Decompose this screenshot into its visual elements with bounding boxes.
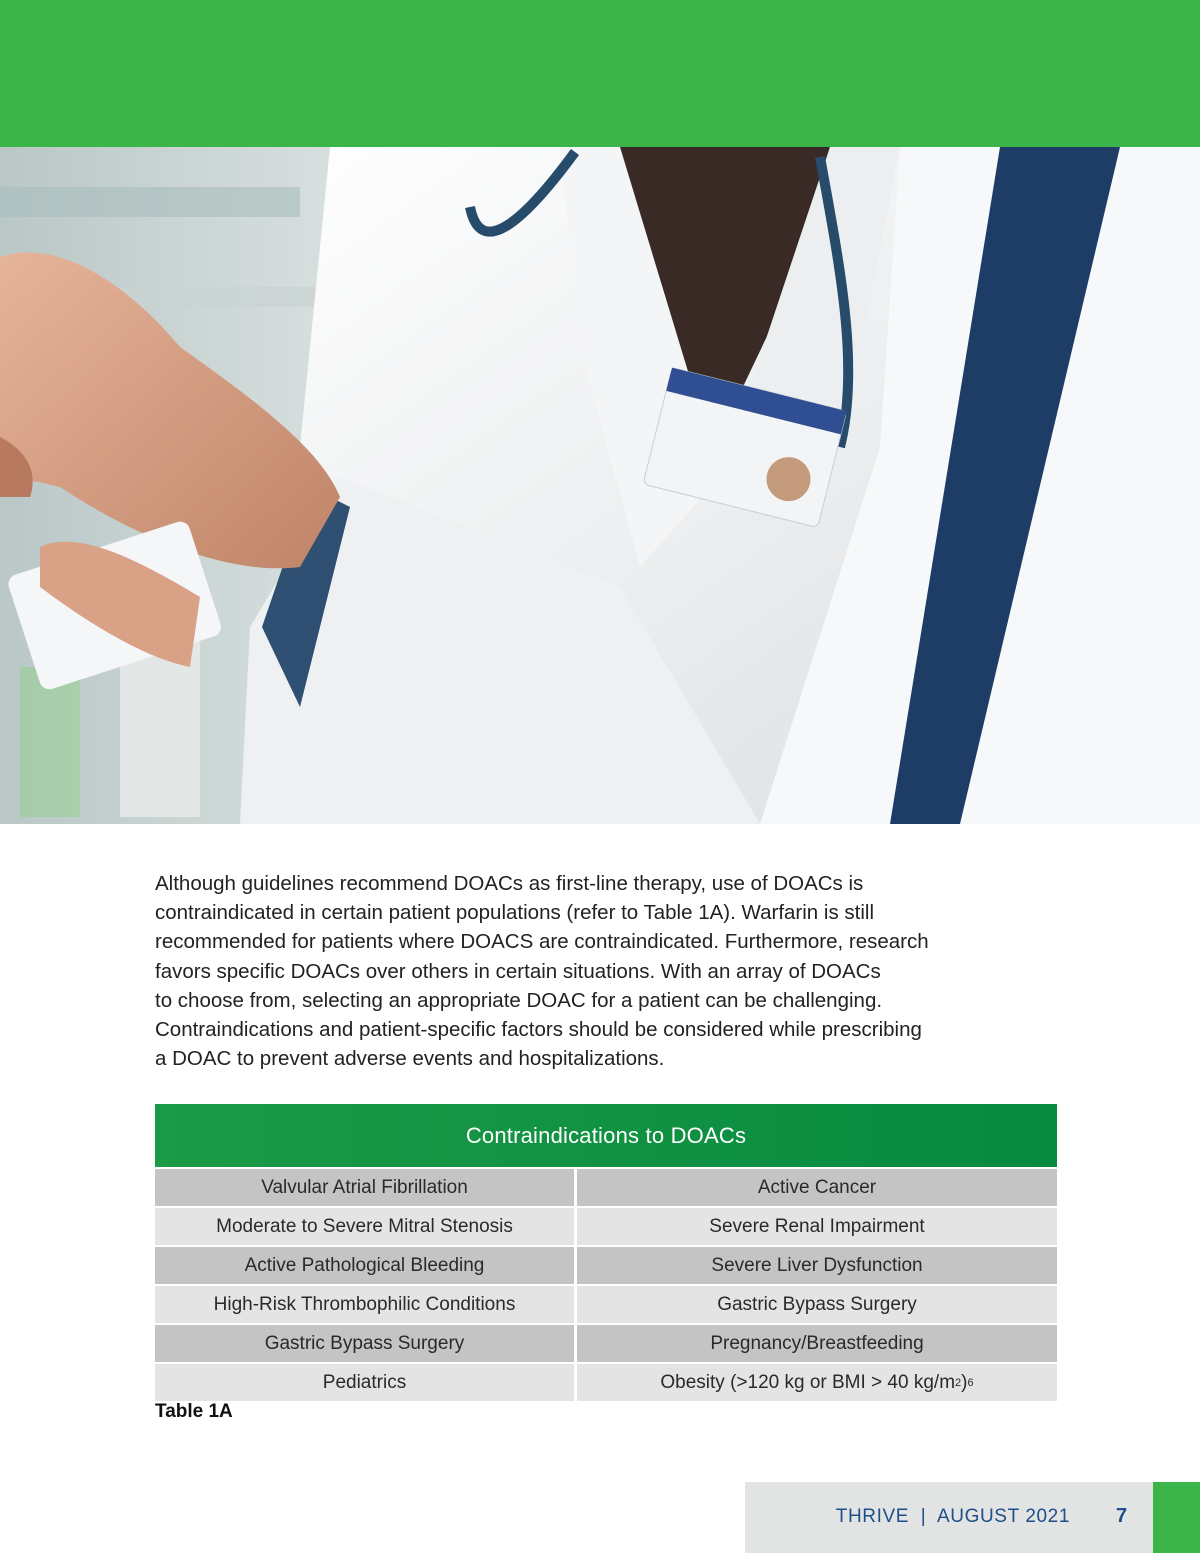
table-caption: Table 1A [155,1401,233,1422]
page-number: 7 [1116,1505,1128,1527]
paragraph-line: recommended for patients where DOACS are contraindicated. Furthermore, research [155,930,929,954]
top-green-band [0,0,1200,147]
table-row [155,1364,1057,1401]
obesity-tail: ) [961,1371,968,1393]
table-cell-left: Active Pathological Bleeding [155,1247,574,1284]
obesity-text: Obesity (>120 kg or BMI > 40 kg/m [660,1371,956,1393]
table-cell-right: Active Cancer [577,1169,1057,1206]
table-cell-left: High-Risk Thrombophilic Conditions [155,1286,574,1323]
table-cell-right: Severe Renal Impairment [577,1208,1057,1245]
table-row [155,1247,1057,1284]
doctors-photo [0,147,1200,824]
table-cell-right: Gastric Bypass Surgery [577,1286,1057,1323]
contraindications-table [155,1104,1057,1401]
paragraph-line: a DOAC to prevent adverse events and hospitalizations. [155,1047,665,1071]
intro-paragraph [155,869,1075,1073]
paragraph-line: contraindicated in certain patient populations (refer to Table 1A). Warfarin is still [155,901,875,925]
table-cell-right: Pregnancy/Breastfeeding [577,1325,1057,1362]
footer-green-tab [1153,1482,1200,1553]
table-cell-right: Obesity (>120 kg or BMI > 40 kg/m 2 ) 6 [577,1364,1057,1401]
table-cell-left: Pediatrics [155,1364,574,1401]
table-cell-right: Severe Liver Dysfunction [577,1247,1057,1284]
paragraph-line: to choose from, selecting an appropriate DOAC for a patient can be challenging. [155,988,883,1012]
table-row [155,1325,1057,1362]
table-row [155,1286,1057,1323]
table-title: Contraindications to DOACs [155,1104,1057,1167]
table-row [155,1169,1057,1206]
paragraph-line: favors specific DOACs over others in certain situations. With an array of DOACs [155,959,881,983]
table-row [155,1208,1057,1245]
table-cell-left: Valvular Atrial Fibrillation [155,1169,574,1206]
publication-label: THRIVE | AUGUST 2021 [835,1506,1070,1527]
table-cell-left: Gastric Bypass Surgery [155,1325,574,1362]
paragraph-line: Although guidelines recommend DOACs as first-line therapy, use of DOACs is [155,872,864,895]
table-cell-left: Moderate to Severe Mitral Stenosis [155,1208,574,1245]
paragraph-line: Contraindications and patient-specific factors should be considered while prescribing [155,1018,922,1042]
